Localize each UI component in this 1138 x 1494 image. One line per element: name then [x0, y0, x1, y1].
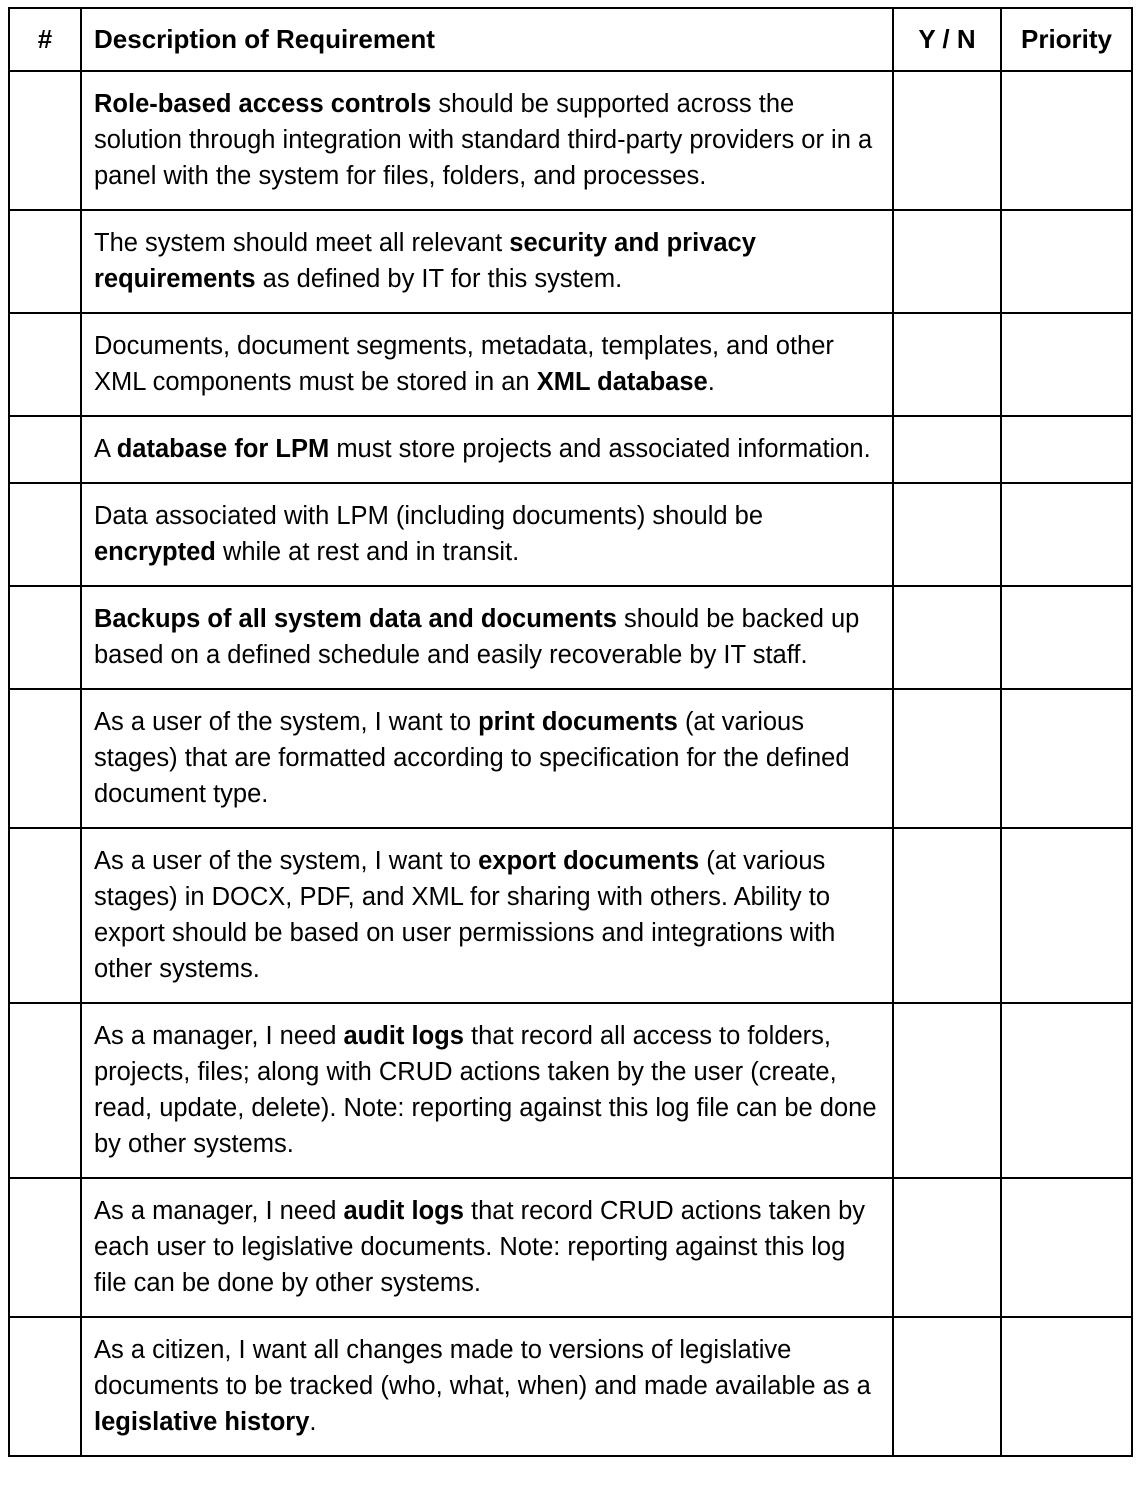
- table-row: [9, 586, 1132, 689]
- yes-no-cell[interactable]: [893, 313, 1001, 416]
- requirement-keyword: audit logs: [343, 1022, 464, 1050]
- requirement-keyword: audit logs: [343, 1197, 464, 1225]
- requirement-text: As a citizen, I want all changes made to versions of legislative documents to be tracked (who, what, when) and made available as a: [94, 1336, 871, 1400]
- table-row: [9, 416, 1132, 483]
- row-number-cell: [9, 689, 81, 828]
- row-number-cell: [9, 483, 81, 586]
- requirement-keyword: encrypted: [94, 538, 216, 566]
- yes-no-cell[interactable]: [893, 689, 1001, 828]
- requirement-text: Documents, document segments, metadata, templates, and other XML components must be stored in an: [94, 332, 834, 396]
- priority-cell[interactable]: [1001, 71, 1132, 210]
- requirement-description-cell: [81, 313, 893, 416]
- table-row: [9, 1178, 1132, 1317]
- requirement-text: (at various stages) that are formatted according to specification for the defined document type.: [94, 708, 850, 808]
- requirement-description-cell: [81, 828, 893, 1003]
- header-yes-no: Y / N: [893, 8, 1001, 71]
- priority-cell[interactable]: [1001, 416, 1132, 483]
- header-priority: Priority: [1001, 8, 1132, 71]
- header-number: #: [9, 8, 81, 71]
- row-number-cell: [9, 71, 81, 210]
- requirement-text: while at rest and in transit.: [215, 538, 520, 566]
- row-number-cell: [9, 416, 81, 483]
- table-row: [9, 483, 1132, 586]
- yes-no-cell[interactable]: [893, 1317, 1001, 1456]
- requirement-text: As a manager, I need: [94, 1197, 344, 1225]
- requirement-text: The system should meet all relevant: [94, 229, 510, 257]
- requirement-text: should be backed up based on a defined schedule and easily recoverable by IT staff.: [94, 605, 860, 669]
- requirement-keyword: export documents: [478, 847, 700, 875]
- yes-no-cell[interactable]: [893, 1003, 1001, 1178]
- requirements-body: [9, 71, 1132, 1456]
- priority-cell[interactable]: [1001, 1178, 1132, 1317]
- yes-no-cell[interactable]: [893, 483, 1001, 586]
- row-number-cell: [9, 210, 81, 313]
- requirement-text: must store projects and associated information.: [329, 435, 871, 463]
- priority-cell[interactable]: [1001, 689, 1132, 828]
- requirement-description-cell: [81, 483, 893, 586]
- yes-no-cell[interactable]: [893, 1178, 1001, 1317]
- priority-cell[interactable]: [1001, 210, 1132, 313]
- row-number-cell: [9, 313, 81, 416]
- priority-cell[interactable]: [1001, 313, 1132, 416]
- requirement-text: Data associated with LPM (including documents) should be: [94, 502, 764, 530]
- requirement-keyword: XML database: [536, 368, 708, 396]
- table-row: [9, 313, 1132, 416]
- table-row: [9, 1317, 1132, 1456]
- requirement-keyword: print documents: [478, 708, 678, 736]
- requirement-text: .: [707, 368, 715, 396]
- yes-no-cell[interactable]: [893, 586, 1001, 689]
- yes-no-cell[interactable]: [893, 210, 1001, 313]
- header-row: [9, 8, 1132, 71]
- requirement-description-cell: [81, 1178, 893, 1317]
- row-number-cell: [9, 828, 81, 1003]
- requirement-keyword: database for LPM: [116, 435, 330, 463]
- requirement-keyword: security and privacy requirements: [94, 229, 756, 293]
- requirement-description-cell: [81, 586, 893, 689]
- requirement-text: .: [309, 1408, 317, 1436]
- requirement-keyword: Backups of all system data and documents: [94, 605, 617, 633]
- requirement-text: as defined by IT for this system.: [255, 265, 623, 293]
- yes-no-cell[interactable]: [893, 416, 1001, 483]
- yes-no-cell[interactable]: [893, 828, 1001, 1003]
- requirement-keyword: Role-based access controls: [94, 90, 432, 118]
- requirement-description-cell: [81, 416, 893, 483]
- requirement-text: that record CRUD actions taken by each user to legislative documents. Note: reporting against this log file can be done by other systems.: [94, 1197, 866, 1297]
- table-row: [9, 210, 1132, 313]
- requirement-text: A: [94, 435, 117, 463]
- requirements-table: [8, 7, 1133, 1457]
- requirement-description-cell: [81, 689, 893, 828]
- table-row: [9, 828, 1132, 1003]
- requirement-description-cell: [81, 1003, 893, 1178]
- priority-cell[interactable]: [1001, 483, 1132, 586]
- priority-cell[interactable]: [1001, 586, 1132, 689]
- row-number-cell: [9, 1003, 81, 1178]
- table-row: [9, 1003, 1132, 1178]
- header-description: Description of Requirement: [81, 8, 893, 71]
- requirement-text: should be supported across the solution through integration with standard third-party providers or in a panel with the system for files, folders, and processes.: [94, 90, 873, 190]
- requirement-description-cell: [81, 71, 893, 210]
- table-row: [9, 71, 1132, 210]
- requirement-keyword: legislative history: [94, 1408, 310, 1436]
- row-number-cell: [9, 586, 81, 689]
- requirement-text: that record all access to folders, projects, files; along with CRUD actions taken by the user (create, read, update, delete). Note: reporting against this log file can be done by other systems.: [94, 1022, 877, 1158]
- row-number-cell: [9, 1317, 81, 1456]
- requirement-text: (at various stages) in DOCX, PDF, and XML for sharing with others. Ability to export should be based on user permissions and integrations with other systems.: [94, 847, 836, 983]
- priority-cell[interactable]: [1001, 1317, 1132, 1456]
- table-row: [9, 689, 1132, 828]
- requirement-text: As a manager, I need: [94, 1022, 344, 1050]
- requirement-text: As a user of the system, I want to: [94, 708, 479, 736]
- requirement-text: As a user of the system, I want to: [94, 847, 479, 875]
- row-number-cell: [9, 1178, 81, 1317]
- requirement-description-cell: [81, 210, 893, 313]
- requirement-description-cell: [81, 1317, 893, 1456]
- priority-cell[interactable]: [1001, 828, 1132, 1003]
- yes-no-cell[interactable]: [893, 71, 1001, 210]
- priority-cell[interactable]: [1001, 1003, 1132, 1178]
